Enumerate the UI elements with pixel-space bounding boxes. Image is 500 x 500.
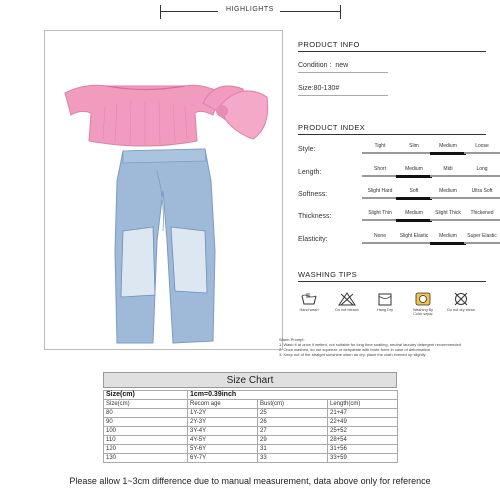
table-cell: 27 [258, 427, 328, 436]
index-option-bar [430, 197, 466, 199]
table-cell: 21+47 [328, 409, 398, 418]
table-cell: 26 [258, 418, 328, 427]
index-row-label: Softness: [298, 191, 328, 198]
measurement-note: Please allow 1~3cm difference due to manual measurement, data above only for reference [69, 476, 431, 486]
index-option [430, 210, 466, 221]
index-option-bar [430, 175, 466, 177]
index-option [362, 166, 398, 177]
highlights-label: HIGHLIGHTS [226, 6, 274, 13]
table-cell: 2Y-3Y [188, 418, 258, 427]
color-separate-icon [414, 292, 432, 306]
index-option [362, 233, 398, 244]
index-option-label: Thickened [470, 210, 494, 216]
index-option [396, 143, 432, 154]
table-cell: 90 [104, 418, 188, 427]
table-head-cell: 1cm=0.39inch [188, 391, 398, 400]
index-option [362, 143, 398, 154]
index-row [298, 166, 498, 180]
table-cell: 80 [104, 409, 188, 418]
wash-item-color-separate: Washing By Color separ [408, 292, 438, 316]
index-option-bar [362, 197, 398, 199]
top-tick-left [160, 5, 161, 19]
index-option-bar [362, 175, 398, 177]
table-row [104, 445, 398, 454]
table-row [104, 409, 398, 418]
index-option-bar [464, 197, 500, 199]
index-option-bar [464, 152, 500, 154]
index-option-bar [464, 242, 500, 244]
table-cell: Recom age [188, 400, 258, 409]
table-cell: 28+54 [328, 436, 398, 445]
product-info-rule [298, 51, 486, 52]
table-cell: Length(cm) [328, 400, 398, 409]
table-cell: 4Y-5Y [188, 436, 258, 445]
table-cell: 33 [258, 454, 328, 463]
index-option-bar [362, 219, 398, 221]
index-option-label: Slight Elastic [399, 233, 429, 239]
warm-prompt-line: 1. Wash it at once if wetted, not suitable for long time soaking, neutral laundry detergent recommended [279, 342, 461, 347]
product-info-title: PRODUCT INFO [298, 40, 360, 49]
index-option-label: Medium [439, 143, 457, 149]
table-row [104, 418, 398, 427]
index-row-label: Length: [298, 169, 322, 176]
index-row [298, 233, 498, 247]
index-option-bar [396, 242, 432, 244]
table-cell: 3Y-4Y [188, 427, 258, 436]
index-option-label: Medium [405, 210, 423, 216]
table-cell: Bust(cm) [258, 400, 328, 409]
warm-prompt [279, 337, 494, 357]
index-option-bar [464, 175, 500, 177]
table-cell: 6Y-7Y [188, 454, 258, 463]
wash-item-no-bleach: Do not bleach [332, 292, 362, 312]
top-rule-left [160, 11, 218, 12]
index-option [396, 210, 432, 222]
index-option [430, 233, 466, 245]
condition-underline [298, 72, 388, 73]
index-option-label: Midi [443, 166, 453, 172]
table-cell: 25 [258, 409, 328, 418]
table-cell: 110 [104, 436, 188, 445]
index-option-label: Medium [439, 188, 457, 194]
index-option [362, 210, 398, 221]
index-option-bar [396, 175, 432, 178]
outfit-illustration [45, 31, 282, 349]
table-head-cell: Size(cm) [104, 391, 188, 400]
table-cell: 100 [104, 427, 188, 436]
table-head-row [104, 391, 398, 400]
index-option-label: Soft [409, 188, 419, 194]
no-dry-clean-icon [452, 292, 470, 306]
table-cell: 130 [104, 454, 188, 463]
table-cell: Size(cm) [104, 400, 188, 409]
washing-icons [294, 292, 484, 322]
index-option-label: Super Elastic [467, 233, 497, 239]
table-cell: 120 [104, 445, 188, 454]
table-cell: 33+59 [328, 454, 398, 463]
index-option [430, 143, 466, 155]
index-option-label: Slim [409, 143, 419, 149]
index-option [430, 188, 466, 199]
table-cell: 1Y-2Y [188, 409, 258, 418]
table-row [104, 454, 398, 463]
wash-item-no-dry-clean: Do not dry clean [446, 292, 476, 312]
index-option [464, 166, 500, 177]
index-row [298, 188, 498, 202]
index-option [464, 233, 500, 244]
index-option [396, 166, 432, 178]
index-option [396, 233, 432, 244]
condition-text: Condition : new [298, 62, 349, 69]
size-underline [298, 95, 388, 96]
index-option-label: Loose [475, 143, 489, 149]
top-tick-right [340, 5, 341, 19]
index-option-label: Long [476, 166, 488, 172]
hang-dry-icon [376, 292, 394, 306]
no-bleach-icon [338, 292, 356, 306]
pink-top [65, 85, 221, 146]
index-option [464, 143, 500, 154]
index-option [362, 188, 398, 199]
index-option-bar [362, 242, 398, 244]
size-text: Size:80-130# [298, 85, 340, 92]
index-option-label: Ultra Soft [471, 188, 493, 194]
index-option-bar [396, 197, 432, 200]
size-chart-title: Size Chart [103, 372, 397, 388]
index-option-bar [430, 152, 466, 155]
index-option-label: Tight [374, 143, 386, 149]
table-cell: 31 [258, 445, 328, 454]
index-option-bar [396, 152, 432, 154]
hand-wash-icon [300, 292, 318, 306]
index-option-label: Slight Hard [367, 188, 393, 194]
index-row-label: Style: [298, 146, 316, 153]
index-row [298, 210, 498, 224]
wash-item-hang-dry: Hang Dry [370, 292, 400, 312]
index-option-label: Short [374, 166, 386, 172]
warm-prompt-line: 3. Keep out of the straight sunshine when air dry, place the cloth evened up slightly [279, 352, 426, 357]
warm-prompt-line: 2. Once washed, do not squeeze or dehydrate with brute force in case of deformation [279, 347, 430, 352]
size-chart-table [103, 390, 398, 463]
table-cell: 5Y-6Y [188, 445, 258, 454]
index-option-bar [396, 219, 432, 222]
index-option [464, 188, 500, 199]
washing-tips-title: WASHING TIPS [298, 270, 357, 279]
table-row [104, 427, 398, 436]
table-cell: 22+49 [328, 418, 398, 427]
table-row [104, 436, 398, 445]
table-cell: 29 [258, 436, 328, 445]
product-index-title: PRODUCT INDEX [298, 123, 366, 132]
washing-tips-rule [298, 281, 486, 282]
table-cell: 31+56 [328, 445, 398, 454]
warm-prompt-title: Warm Prompt: [279, 337, 305, 342]
index-option [430, 166, 466, 177]
top-rule-right [280, 11, 340, 12]
index-row-label: Elasticity: [298, 236, 328, 243]
index-option-label: Medium [439, 233, 457, 239]
index-option-label: None [374, 233, 386, 239]
index-option-bar [430, 242, 466, 245]
table-cell: 25+52 [328, 427, 398, 436]
index-option-label: Medium [405, 166, 423, 172]
index-option-bar [430, 219, 466, 221]
index-option [396, 188, 432, 200]
index-option-label: Slight Thick [435, 210, 461, 216]
index-row-label: Thickness: [298, 213, 332, 220]
index-option [464, 210, 500, 221]
index-option-label: Slight Thin [368, 210, 392, 216]
wash-item-hand-wash: Hand wash [294, 292, 324, 312]
index-option-bar [464, 219, 500, 221]
product-photo [44, 30, 283, 350]
index-option-bar [362, 152, 398, 154]
table-row [104, 400, 398, 409]
product-index-rule [298, 134, 486, 135]
index-row [298, 143, 498, 157]
